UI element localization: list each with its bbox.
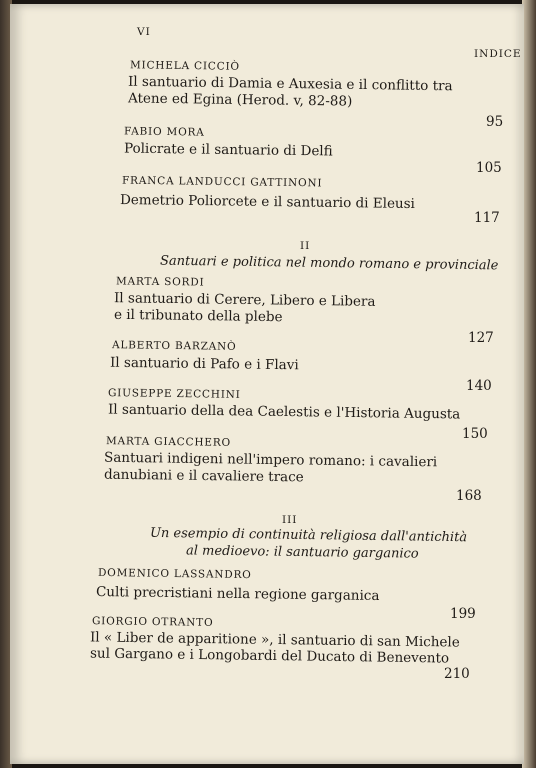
author-name: MARTA SORDI: [115, 275, 205, 289]
entry-page-number: 210: [444, 666, 470, 682]
author-name: ALBERTO BARZANÒ: [111, 339, 237, 353]
author-name: MICHELA CICCIÒ: [129, 59, 240, 73]
author-name: GIUSEPPE ZECCHINI: [107, 387, 241, 401]
entry-page-number: 199: [450, 606, 476, 622]
section-title: al medioevo: il santuario garganico: [185, 543, 419, 562]
entry-title-line: sul Gargano e i Longobardi del Ducato di Benevento: [89, 645, 450, 667]
entry-title-line: Culti precristiani nella regione garganica: [95, 584, 380, 604]
section-numeral: III: [282, 514, 298, 526]
author-name: GIORGIO OTRANTO: [91, 615, 214, 629]
entry-title-line: Atene ed Egina (Herod. v, 82-88): [127, 90, 353, 110]
entry-page-number: 95: [486, 114, 504, 130]
running-header-indice: INDICE: [474, 48, 522, 60]
entry-title-line: Policrate e il santuario di Delfi: [123, 140, 333, 160]
entry-title-line: Santuari indigeni nell'impero romano: i cavalieri: [103, 449, 438, 471]
entry-title-line: e il tribunato della plebe: [113, 306, 283, 326]
entry-page-number: 168: [456, 488, 482, 504]
entry-title-line: danubiani e il cavaliere trace: [103, 466, 304, 486]
section-title: Santuari e politica nel mondo romano e provinciale: [159, 253, 499, 274]
author-name: DOMENICO LASSANDRO: [97, 566, 252, 582]
entry-page-number: 117: [474, 210, 500, 226]
author-name: FABIO MORA: [123, 125, 205, 139]
section-title: Un esempio di continuità religiosa dall'antichità: [149, 525, 468, 546]
section-numeral: II: [300, 240, 311, 252]
entry-page-number: 150: [462, 426, 488, 442]
entry-title-line: Il santuario di Pafo e i Flavi: [109, 354, 299, 374]
author-name: FRANCA LANDUCCI GATTINONI: [121, 174, 323, 190]
entry-title-line: Demetrio Poliorcete e il santuario di Eleusi: [119, 191, 416, 213]
page-roman-numeral: VI: [137, 26, 151, 38]
entry-page-number: 140: [466, 378, 492, 394]
entry-title-line: Il santuario di Damia e Auxesia e il conflitto tra: [127, 73, 453, 95]
book-page: [10, 4, 524, 764]
author-name: MARTA GIACCHERO: [105, 435, 232, 449]
entry-title-line: Il santuario della dea Caelestis e l'Historia Augusta: [107, 401, 461, 423]
entry-page-number: 105: [476, 160, 502, 176]
entry-page-number: 127: [468, 330, 494, 346]
book-edge-right: [522, 0, 536, 768]
entry-title-line: Il « Liber de apparitione », il santuario di san Michele: [89, 629, 460, 651]
entry-title-line: Il santuario di Cerere, Libero e Libera: [113, 290, 376, 310]
